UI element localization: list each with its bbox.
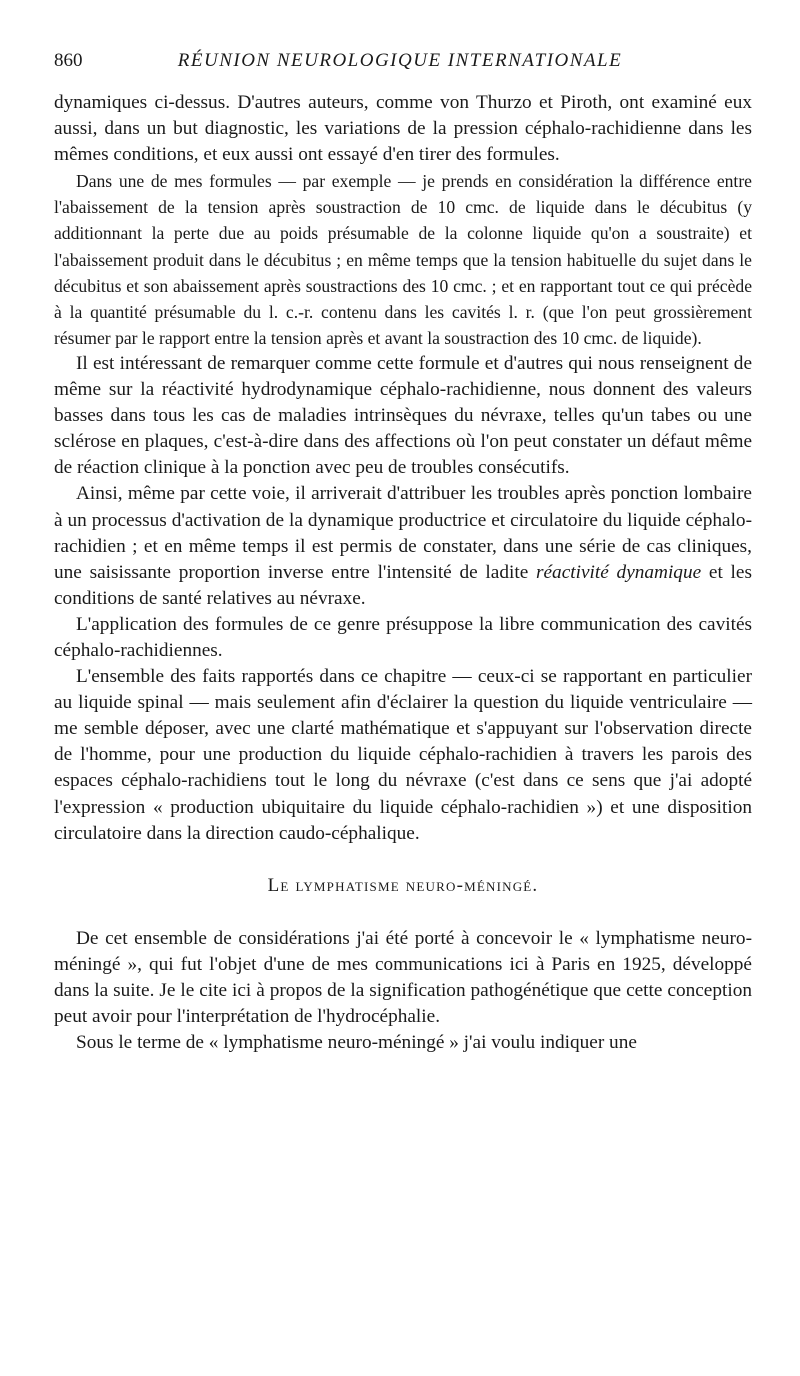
paragraph-continued: dynamiques ci-dessus. D'autres auteurs, comme von Thurzo et Piroth, ont examiné eux aussi, dans un but diagnostic, les variations de la pression céphalo-rachidienne dans les mêmes conditions, et eux aussi ont essayé d'en tirer des formules. <box>54 92 752 166</box>
paragraph-lymphatisme: De cet ensemble de considérations j'ai été porté à concevoir le « lymphatisme neuro-méningé », qui fut l'objet d'une de mes communications ici à Paris en 1925, développé dans la suite. Je le cite ici à propos de la signification pathogénétique que cette conception peut avoir pour l'interprétation de l'hydrocéphalie. <box>54 927 752 1028</box>
paragraph-remark: Il est intéressant de remarquer comme cette formule et d'autres qui nous renseignent de même sur la réactivité hydrodynamique céphalo-rachidienne, nous donnent des valeurs basses dans tous les cas de maladies intrinsèques du névraxe, telles qu'un tabes ou une sclérose en plaques, c'est-à-dire dans des affections où l'on peut constater un défaut même de réaction clinique à la ponction avec peu de troubles consécutifs. <box>54 352 752 479</box>
running-title: RÉUNION NEUROLOGIQUE INTERNATIONALE <box>177 50 623 71</box>
paragraph-formula: Dans une de mes formules — par exemple — je prends en considération la différence entre l'abaissement de la tension après soustraction de 10 cmc. de liquide dans le décubitus (y additionnant la perte due au poids présumable de la colonne liquide qu'on a soustraite) et l'abaissement produit dans le décubitus ; en même temps que la tension habituelle du sujet dans le décubitus et son abaissement après soustractions des 10 cmc. ; et en rapportant tout ce qui précède à la quantité présumable du l. c.-r. contenu dans les cavités l. r. (que l'on peut grossièrement résumer par le rapport entre la tension après et avant la soustraction des 10 cmc. de liquide). <box>54 171 752 348</box>
paragraph-application: L'application des formules de ce genre présuppose la libre communication des cavités céphalo-rachidiennes. <box>54 613 752 661</box>
emphasis-text: réactivité dynamique <box>536 561 702 583</box>
paragraph-definition: Sous le terme de « lymphatisme neuro-méningé » j'ai voulu indiquer une <box>76 1032 637 1054</box>
paragraph-text: et les conditions de santé relatives au névraxe. <box>54 561 752 609</box>
page-number: 860 <box>54 50 83 71</box>
paragraph-text: Ainsi, même par cette voie, il arriverait d'attribuer les troubles après ponction lombaire à un processus d'activation de la dynamique productrice et circulatoire du liquide céphalo-rachidien ; et en même temps il est permis de constater, dans une série de cas cliniques, une saisissante proportion inverse entre l'intensité de ladite <box>54 483 752 583</box>
body-text <box>54 90 752 1056</box>
section-heading: Le lymphatisme neuro-méningé. <box>267 874 539 896</box>
page-header <box>54 50 746 80</box>
paragraph-ensemble: L'ensemble des faits rapportés dans ce chapitre — ceux-ci se rapportant en particulier au liquide spinal — mais seulement afin d'éclairer la question du liquide ventriculaire — me semble déposer, avec une clarté mathématique et s'appuyant sur l'observation directe de l'homme, pour une production du liquide céphalo-rachidien à travers les parois des espaces céphalo-rachidiens tout le long du névraxe (c'est dans ce sens que j'ai adopté l'expression « production ubiquitaire du liquide céphalo-rachidien ») et une disposition circulatoire dans la direction caudo-céphalique. <box>54 666 752 844</box>
paragraph-conclusion <box>54 481 752 611</box>
